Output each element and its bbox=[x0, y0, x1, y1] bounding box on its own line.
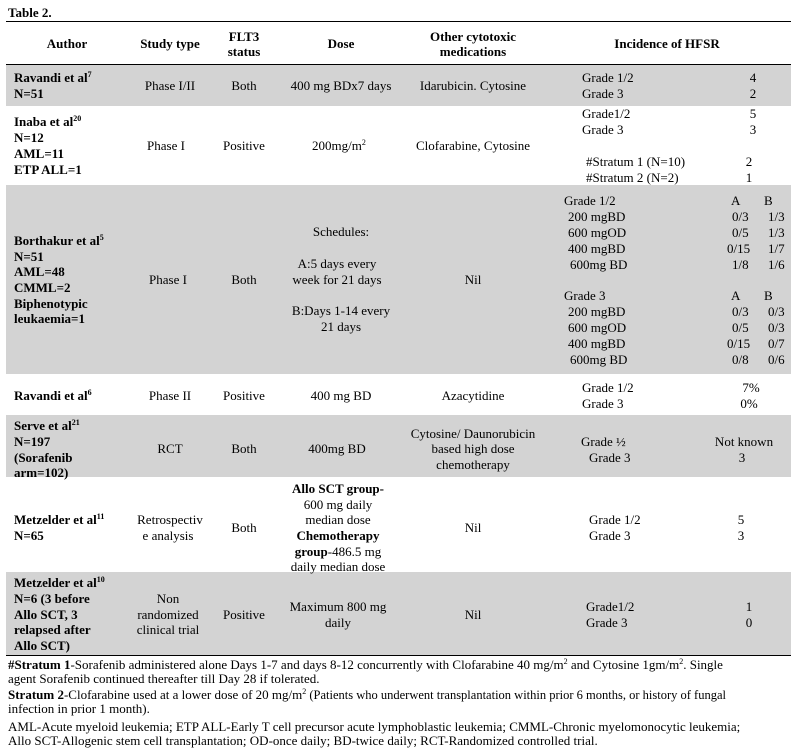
row6-grade-a: Grade 1/2 bbox=[589, 512, 641, 527]
row5-flt3: Both bbox=[231, 441, 257, 456]
row3-grade3-heading: Grade 3 bbox=[564, 288, 606, 303]
row1-author: Ravandi et $al^7$ bbox=[14, 70, 92, 85]
row2-flt3: Positive bbox=[223, 138, 265, 153]
row6-study-type-2: e analysis bbox=[142, 528, 194, 543]
row2-stratum-1: #Stratum 1 (N=10) bbox=[586, 154, 686, 169]
row6-dose-4: Chemotherapy bbox=[296, 528, 380, 543]
row2-stratum-value-1: 2 bbox=[745, 154, 753, 169]
row3-b2-b-2: 0/7 bbox=[768, 336, 785, 351]
row2-stratum-2: #Stratum 2 (N=2) bbox=[586, 170, 679, 185]
footnote-stratum-2: Stratum 2-Clofarabine used at a lower dose of 20 $mg/m^2$ (Patients who underwent transplantation within prior 6 months, or history of fungal bbox=[8, 687, 726, 702]
row2-grade-b: Grade 3 bbox=[582, 122, 624, 137]
row5-n: N=197 bbox=[14, 434, 51, 449]
row3-b2-dose-3: 600mg BD bbox=[570, 352, 628, 367]
row3-aml: AML=48 bbox=[14, 264, 65, 279]
row1-study-type: Phase I/II bbox=[144, 78, 196, 93]
row6-n: N=65 bbox=[14, 528, 44, 543]
row6-meds: Nil bbox=[464, 520, 482, 535]
row3-b1-b-0: 1/3 bbox=[768, 209, 785, 224]
row5-dose: 400mg BD bbox=[308, 441, 366, 456]
row4-value-a: 7% bbox=[742, 380, 760, 395]
row-bg-1 bbox=[6, 65, 791, 106]
row4-meds: Azacytidine bbox=[441, 388, 505, 403]
rule-top bbox=[6, 21, 791, 22]
header-study-type: Study type bbox=[140, 36, 200, 51]
footnote-stratum-2-cont: infection in prior 1 month). bbox=[8, 701, 150, 716]
rule-header bbox=[6, 64, 791, 65]
row5-meds-1: Cytosine/ Daunorubicin bbox=[410, 426, 536, 441]
row2-aml: AML=11 bbox=[14, 146, 65, 161]
row1-flt3: Both bbox=[231, 78, 257, 93]
row3-cmml: CMML=2 bbox=[14, 280, 71, 295]
row7-dose-1: Maximum 800 mg bbox=[289, 599, 387, 614]
row3-col-b-1: B bbox=[764, 193, 773, 208]
row3-grade12-heading: Grade 1/2 bbox=[564, 193, 616, 208]
row5-value-a: Not known bbox=[714, 434, 774, 449]
header-hfsr: Incidence of HFSR bbox=[614, 36, 720, 51]
row3-biph-1: Biphenotypic bbox=[14, 296, 88, 311]
row2-stratum-value-2: 1 bbox=[745, 170, 753, 185]
row7-grade-b: Grade 3 bbox=[586, 615, 628, 630]
row3-b2-a-2: 0/15 bbox=[727, 336, 751, 351]
row3-flt3: Both bbox=[231, 272, 257, 287]
row1-grade-a: Grade 1/2 bbox=[582, 70, 634, 85]
row3-b1-dose-2: 400 mgBD bbox=[568, 241, 626, 256]
row3-b1-dose-0: 200 mgBD bbox=[568, 209, 626, 224]
row2-value-a: 5 bbox=[749, 106, 757, 121]
row3-b1-b-2: 1/7 bbox=[768, 241, 785, 256]
row6-dose-5: group-486.5 mg bbox=[294, 544, 382, 559]
row1-value-a: 4 bbox=[749, 70, 757, 85]
row5-grade-a: Grade ½ bbox=[581, 434, 626, 449]
row2-n: N=12 bbox=[14, 130, 44, 145]
header-dose: Dose bbox=[327, 36, 355, 51]
rule-bottom bbox=[6, 655, 791, 656]
row3-dose-b1: B:Days 1-14 every bbox=[291, 303, 391, 318]
row3-b2-dose-2: 400 mgBD bbox=[568, 336, 626, 351]
header-flt3-line1: FLT3 bbox=[228, 29, 260, 44]
row2-etp: ETP ALL=1 bbox=[14, 162, 82, 177]
row6-dose-3: median dose bbox=[305, 512, 371, 527]
row7-author: Metzelder et $al^{10}$ bbox=[14, 575, 105, 590]
row3-b2-b-0: 0/3 bbox=[768, 304, 785, 319]
row4-dose: 400 mg BD bbox=[310, 388, 372, 403]
row7-study-type-1: Non bbox=[156, 591, 180, 606]
row2-grade-a: Grade1/2 bbox=[582, 106, 631, 121]
row1-dose: 400 mg BDx7 days bbox=[290, 78, 392, 93]
row6-flt3: Both bbox=[231, 520, 257, 535]
row3-b1-a-0: 0/3 bbox=[732, 209, 749, 224]
row3-b2-b-1: 0/3 bbox=[768, 320, 785, 335]
row3-col-a-2: A bbox=[731, 288, 741, 303]
row3-b2-a-3: 0/8 bbox=[732, 352, 749, 367]
row5-meds-3: chemotherapy bbox=[436, 457, 510, 472]
row4-flt3: Positive bbox=[223, 388, 265, 403]
row3-col-a-1: A bbox=[731, 193, 741, 208]
footnote-stratum-1: #Stratum 1-Sorafenib administered alone Days 1-7 and days 8-12 concurrently with Clofarabine 40 $mg/m^2$ and Cytosine $1gm/m^2$. Single bbox=[8, 657, 723, 672]
row7-value-a: 1 bbox=[745, 599, 753, 614]
row-bg-5 bbox=[6, 415, 791, 477]
row3-meds: Nil bbox=[464, 272, 482, 287]
row2-dose: $200mg/m^2$ bbox=[312, 138, 366, 153]
header-other-line2: medications bbox=[439, 44, 507, 59]
row3-dose-a2: week for 21 days bbox=[292, 272, 382, 287]
row2-author: Inaba et $al^{20}$ bbox=[14, 114, 82, 129]
row4-grade-b: Grade 3 bbox=[582, 396, 624, 411]
row5-meds-2: based high dose bbox=[431, 441, 515, 456]
row2-meds: Clofarabine, Cytosine bbox=[415, 138, 531, 153]
row6-author: Metzelder et $al^{11}$ bbox=[14, 512, 105, 527]
row3-b2-a-0: 0/3 bbox=[732, 304, 749, 319]
row3-dose-schedules: Schedules: bbox=[312, 224, 370, 239]
row3-b1-b-3: 1/6 bbox=[768, 257, 785, 272]
row4-value-b: 0% bbox=[740, 396, 758, 411]
row7-n-4: Allo SCT) bbox=[14, 638, 70, 653]
row5-study-type: RCT bbox=[157, 441, 183, 456]
row7-n-3: relapsed after bbox=[14, 622, 91, 637]
footnote-abbrev-1: AML-Acute myeloid leukemia; ETP ALL-Early T cell precursor acute lymphoblastic leukemia; CMML-Chronic myelomonocytic leukemia; bbox=[8, 719, 741, 734]
header-author: Author bbox=[46, 36, 88, 51]
row7-dose-2: daily bbox=[325, 615, 351, 630]
row3-b1-dose-3: 600mg BD bbox=[570, 257, 628, 272]
row7-value-b: 0 bbox=[745, 615, 753, 630]
row3-b2-a-1: 0/5 bbox=[732, 320, 749, 335]
row2-value-b: 3 bbox=[749, 122, 757, 137]
row7-study-type-2: randomized bbox=[137, 607, 199, 622]
table-title: Table 2. bbox=[8, 5, 52, 20]
row3-b1-a-1: 0/5 bbox=[732, 225, 749, 240]
row1-meds: Idarubicin. Cytosine bbox=[419, 78, 527, 93]
row4-author: Ravandi et $al^6$ bbox=[14, 388, 92, 403]
row3-dose-a1: A:5 days every bbox=[297, 256, 377, 271]
row5-arm-1: (Sorafenib bbox=[14, 450, 73, 465]
row3-b1-a-3: 1/8 bbox=[732, 257, 749, 272]
row3-b2-dose-0: 200 mgBD bbox=[568, 304, 626, 319]
row7-n-1: N=6 (3 before bbox=[14, 591, 90, 606]
footnote-stratum-1-cont: agent Sorafenib continued thereafter till Day 28 if tolerated. bbox=[8, 671, 320, 686]
footnote-abbrev-2: Allo SCT-Allogenic stem cell transplantation; OD-once daily; BD-twice daily; RCT-Randomized controlled trial. bbox=[8, 733, 598, 748]
row6-dose-2: 600 mg daily bbox=[303, 497, 373, 512]
row6-value-b: 3 bbox=[737, 528, 745, 543]
row-bg-3 bbox=[6, 185, 791, 374]
row7-grade-a: Grade1/2 bbox=[586, 599, 635, 614]
row2-study-type: Phase I bbox=[147, 138, 185, 153]
row7-n-2: Allo SCT, 3 bbox=[14, 607, 78, 622]
row6-study-type-1: Retrospectiv bbox=[137, 512, 203, 527]
row6-dose-6: daily median dose bbox=[290, 559, 386, 574]
row5-value-b: 3 bbox=[738, 450, 746, 465]
row7-study-type-3: clinical trial bbox=[136, 622, 200, 637]
header-other-line1: Other cytotoxic bbox=[429, 29, 517, 44]
row3-author: Borthakur et $al^5$ bbox=[14, 233, 104, 248]
row3-biph-2: leukaemia=1 bbox=[14, 311, 85, 326]
header-flt3-line2: status bbox=[227, 44, 261, 59]
row3-b2-dose-1: 600 mgOD bbox=[568, 320, 627, 335]
row7-meds: Nil bbox=[464, 607, 482, 622]
row1-grade-b: Grade 3 bbox=[582, 86, 624, 101]
row3-col-b-2: B bbox=[764, 288, 773, 303]
row3-n: N=51 bbox=[14, 249, 44, 264]
row3-b1-b-1: 1/3 bbox=[768, 225, 785, 240]
row3-b1-a-2: 0/15 bbox=[727, 241, 751, 256]
row7-flt3: Positive bbox=[223, 607, 265, 622]
row6-value-a: 5 bbox=[737, 512, 745, 527]
row3-b2-b-3: 0/6 bbox=[768, 352, 785, 367]
row3-study-type: Phase I bbox=[149, 272, 187, 287]
row5-arm-2: arm=102) bbox=[14, 465, 69, 480]
row1-n: N=51 bbox=[14, 86, 44, 101]
row6-dose-1: Allo SCT group- bbox=[292, 481, 384, 496]
row4-grade-a: Grade 1/2 bbox=[582, 380, 634, 395]
row1-value-b: 2 bbox=[749, 86, 757, 101]
row5-grade-b: Grade 3 bbox=[589, 450, 631, 465]
row-bg-7 bbox=[6, 572, 791, 655]
row4-study-type: Phase II bbox=[148, 388, 192, 403]
row5-author: Serve et $al^{21}$ bbox=[14, 418, 80, 433]
row3-b1-dose-1: 600 mgOD bbox=[568, 225, 627, 240]
row3-dose-b2: 21 days bbox=[320, 319, 362, 334]
row6-grade-b: Grade 3 bbox=[589, 528, 631, 543]
